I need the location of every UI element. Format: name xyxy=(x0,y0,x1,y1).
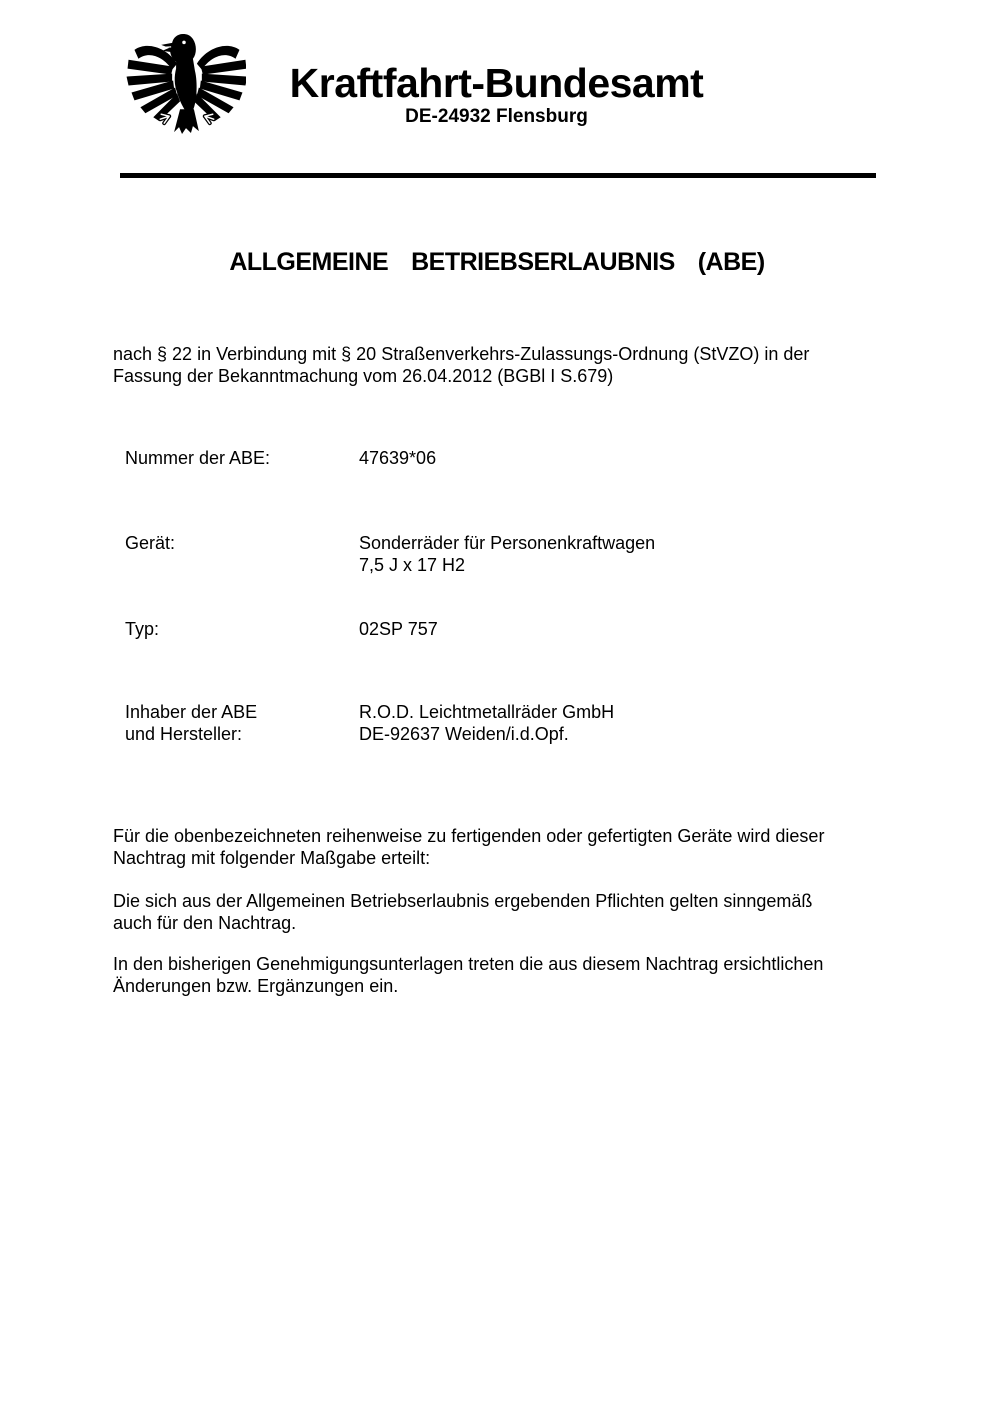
abe-number-value: 47639*06 xyxy=(359,448,437,468)
grant-line2: Nachtrag mit folgender Maßgabe erteilt: xyxy=(113,848,431,868)
changes-line2: Änderungen bzw. Ergänzungen ein. xyxy=(113,976,399,996)
holder-label-line2: und Hersteller: xyxy=(125,724,243,744)
obligations-paragraph xyxy=(113,890,883,934)
holder-value-line1: R.O.D. Leichtmetallräder GmbH xyxy=(359,702,615,722)
agency-location: DE-24932 Flensburg xyxy=(405,106,588,127)
obligations-line1: Die sich aus der Allgemeinen Betriebserlaubnis ergebenden Pflichten gelten sinngemäß xyxy=(113,891,813,911)
device-label: Gerät: xyxy=(125,533,176,553)
device-value-line1: Sonderräder für Personenkraftwagen xyxy=(359,533,656,553)
type-value: 02SP 757 xyxy=(359,619,438,639)
abe-number-label: Nummer der ABE: xyxy=(125,448,271,468)
header-rule xyxy=(120,173,876,178)
device-value-line2: 7,5 J x 17 H2 xyxy=(359,555,466,575)
header xyxy=(250,60,743,127)
changes-paragraph xyxy=(113,953,883,997)
agency-name: Kraftfahrt-Bundesamt xyxy=(289,60,704,106)
legal-basis-line2: Fassung der Bekanntmachung vom 26.04.2012 (BGBl I S.679) xyxy=(113,366,614,386)
holder-label xyxy=(125,701,257,745)
grant-line1: Für die obenbezeichneten reihenweise zu fertigenden oder gefertigten Geräte wird dieser xyxy=(113,826,825,846)
holder-value-line2: DE-92637 Weiden/i.d.Opf. xyxy=(359,724,569,744)
device-value xyxy=(359,532,655,576)
changes-line1: In den bisherigen Genehmigungsunterlagen treten die aus diesem Nachtrag ersichtlichen xyxy=(113,954,824,974)
document-title: ALLGEMEINE BETRIEBSERLAUBNIS (ABE) xyxy=(229,248,765,276)
federal-eagle-icon xyxy=(124,33,246,139)
obligations-line2: auch für den Nachtrag. xyxy=(113,913,297,933)
holder-value xyxy=(359,701,614,745)
type-label: Typ: xyxy=(125,619,160,639)
legal-basis-line1: nach § 22 in Verbindung mit § 20 Straßenverkehrs-Zulassungs-Ordnung (StVZO) in der xyxy=(113,344,810,364)
grant-paragraph xyxy=(113,825,883,869)
holder-label-line1: Inhaber der ABE xyxy=(125,702,258,722)
legal-basis-paragraph xyxy=(113,343,883,387)
